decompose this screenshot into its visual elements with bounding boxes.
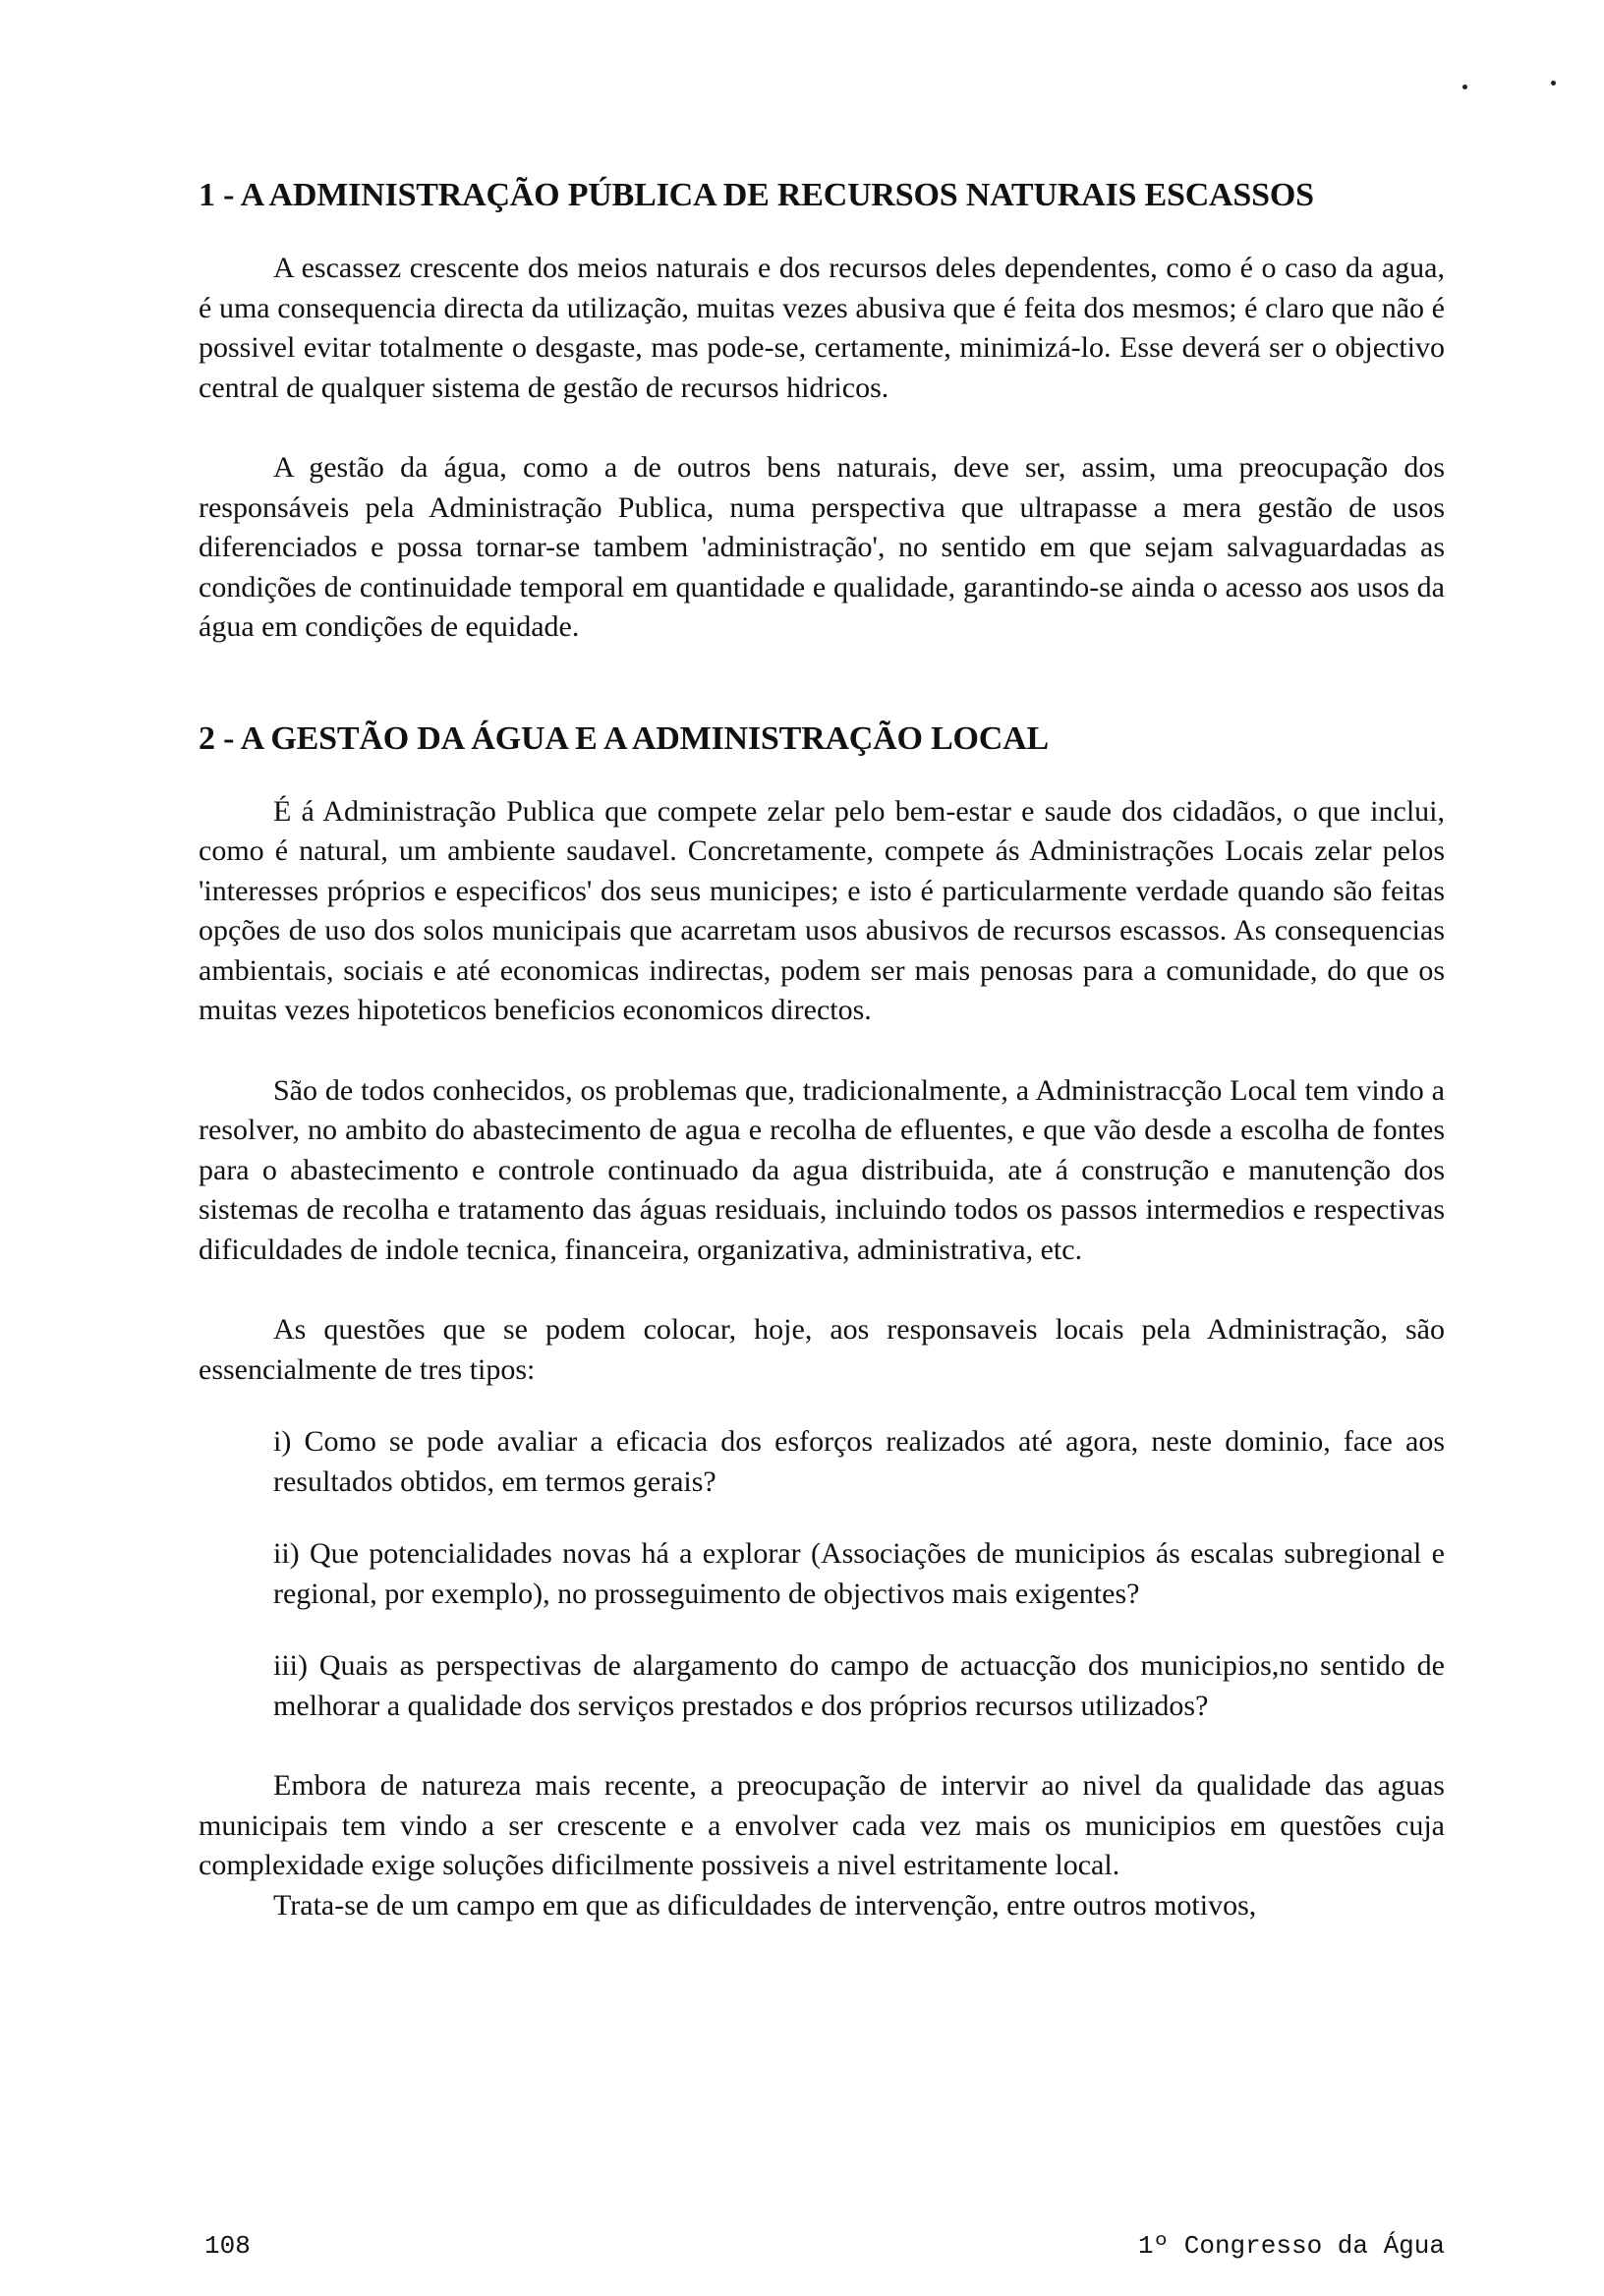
section-1-paragraph: A escassez crescente dos meios naturais e dos recursos deles dependentes, como é o caso da agua, é uma consequencia directa da utilização, muitas vezes abusiva que é feita dos mesmos; é claro que não é possivel evitar totalmente o desgaste, mas pode-se, certamente, minimizá-lo. Esse deverá ser o objectivo central de qualquer sistema de gestão de recursos hidricos. [199,252,1445,404]
section-2-paragraph: É á Administração Publica que compete zelar pelo bem-estar e saude dos cidadãos, o que inclui, como é natural, um ambiente saudavel. Concretamente, compete ás Administrações Locais zelar pelos 'interesses próprios e especificos' dos seus municipes; e isto é particularmente verdade quando são feitas opções de uso dos solos municipais que acarretam usos abusivos de recursos escassos. As consequencias ambientais, sociais e até economicas indirectas, podem ser mais penosas para a comunidade, do que os muitas vezes hipoteticos beneficios economicos directos. [199,794,1445,1026]
scan-speck [1462,85,1467,89]
section-2-closing-paragraph: Trata-se de um campo em que as dificuldades de intervenção, entre outros motivos, [273,1888,1257,1922]
section-2-paragraph: As questões que se podem colocar, hoje, aos responsaveis locais pela Administração, são essencialmente de tres tipos: [199,1313,1445,1386]
section-1-paragraph: A gestão da água, como a de outros bens naturais, deve ser, assim, uma preocupação dos responsáveis pela Administração Publica, numa perspectiva que ultrapasse a mera gestão de usos diferenciados e possa tornar-se tambem 'administração', no sentido em que sejam salvaguardadas as condições de continuidade temporal em quantidade e qualidade, garantindo-se ainda o acesso aos usos da água em condições de equidade. [199,451,1445,643]
publication-title: 1º Congresso da Água [1137,2231,1445,2261]
question-item-i: i) Como se pode avaliar a eficacia dos esforços realizados até agora, neste dominio, face aos resultados obtidos, em termos gerais? [273,1425,1445,1498]
question-item-iii: iii) Quais as perspectivas de alargamento do campo de actuacção dos municipios,no sentido de melhorar a qualidade dos serviços prestados e dos próprios recursos utilizados? [273,1649,1445,1722]
section-2-paragraph: São de todos conhecidos, os problemas que, tradicionalmente, a Administracção Local tem vindo a resolver, no ambito do abastecimento de agua e recolha de efluentes, e que vão desde a escolha de fontes para o abastecimento e controle continuado da agua distribuida, ate á construção e manutenção dos sistemas de recolha e tratamento das águas residuais, incluindo todos os passos intermedios e respectivas dificuldades de indole tecnica, financeira, organizativa, administrativa, etc. [199,1073,1445,1266]
section-2-closing-paragraph: Embora de natureza mais recente, a preocupação de intervir ao nivel da qualidade das aguas municipais tem vindo a ser crescente e a envolver cada vez mais os municipios em questões cuja complexidade exige soluções dificilmente possiveis a nivel estritamente local. [199,1769,1445,1881]
scan-speck [1551,81,1556,86]
section-2-heading: 2 - A GESTÃO DA ÁGUA E A ADMINISTRAÇÃO LOCAL [199,719,1049,757]
question-item-ii: ii) Que potencialidades novas há a explorar (Associações de municipios ás escalas subregional e regional, por exemplo), no prosseguimento de objectivos mais exigentes? [273,1537,1445,1610]
section-1-heading: 1 - A ADMINISTRAÇÃO PÚBLICA DE RECURSOS NATURAIS ESCASSOS [199,177,1314,213]
page-content [199,175,1445,1925]
page-number: 108 [204,2231,251,2261]
